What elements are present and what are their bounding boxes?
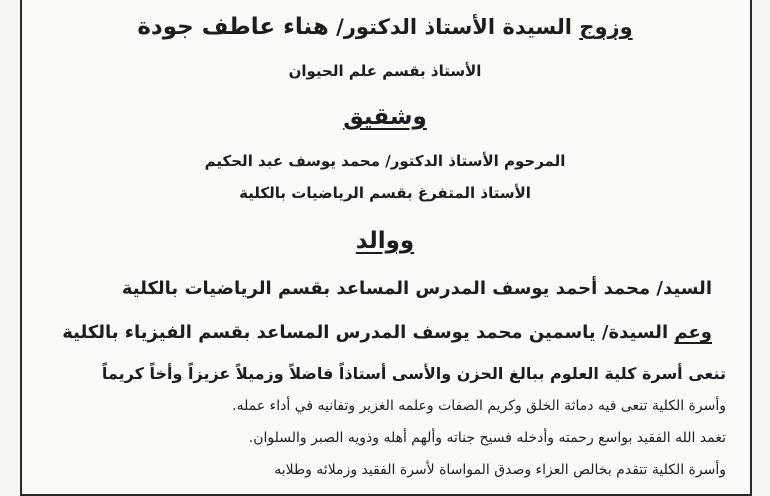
- father-heading: [0, 228, 770, 254]
- brother-heading: [0, 104, 770, 130]
- body-line-2: تغمد الله الفقيد بواسع رحمته وأدخله فسيح جناته وألهم أهله وذويه الصبر والسلوان.: [248, 430, 726, 446]
- brother-name-line: المرحوم الأستاذ الدكتور/ محمد يوسف عبد الحكيم: [204, 152, 566, 170]
- spouse-line: [0, 14, 770, 40]
- condolence-main: تنعى أسرة كلية العلوم ببالغ الحزن والأسى أستاذاً فاضلاً وزميلاً عزيزاً وأخاً كريماً: [101, 364, 726, 383]
- spouse-prefix: وزوج: [579, 15, 633, 39]
- spouse-title: الأستاذ بقسم علم الحيوان: [288, 62, 482, 80]
- uncle-prefix: وعم: [674, 322, 712, 343]
- spouse-line-text: السيدة الأستاذ الدكتور/: [328, 15, 580, 39]
- son-line: السيد/ محمد أحمد يوسف المدرس المساعد بقسم الرياضيات بالكلية: [121, 278, 712, 299]
- uncle-line: [62, 322, 712, 343]
- body-line-1: وأسرة الكلية تنعى فيه دماثة الخلق وكريم الصفات وعلمه الغزير وتفانيه في أداء عمله.: [232, 398, 726, 414]
- father-heading-text: ووالد: [355, 228, 415, 254]
- uncle-line-text: السيدة/ ياسمين محمد يوسف المدرس المساعد بقسم الفيزياء بالكلية: [62, 322, 675, 343]
- body-line-3: وأسرة الكلية تتقدم بخالص العزاء وصدق المواساة لأسرة الفقيد وزملائه وطلابه: [274, 462, 726, 478]
- spouse-name: هناء عاطف جودة: [137, 14, 329, 40]
- brother-title: الأستاذ المتفرغ بقسم الرياضيات بالكلية: [239, 184, 531, 202]
- brother-heading-text: وشقيق: [343, 104, 427, 130]
